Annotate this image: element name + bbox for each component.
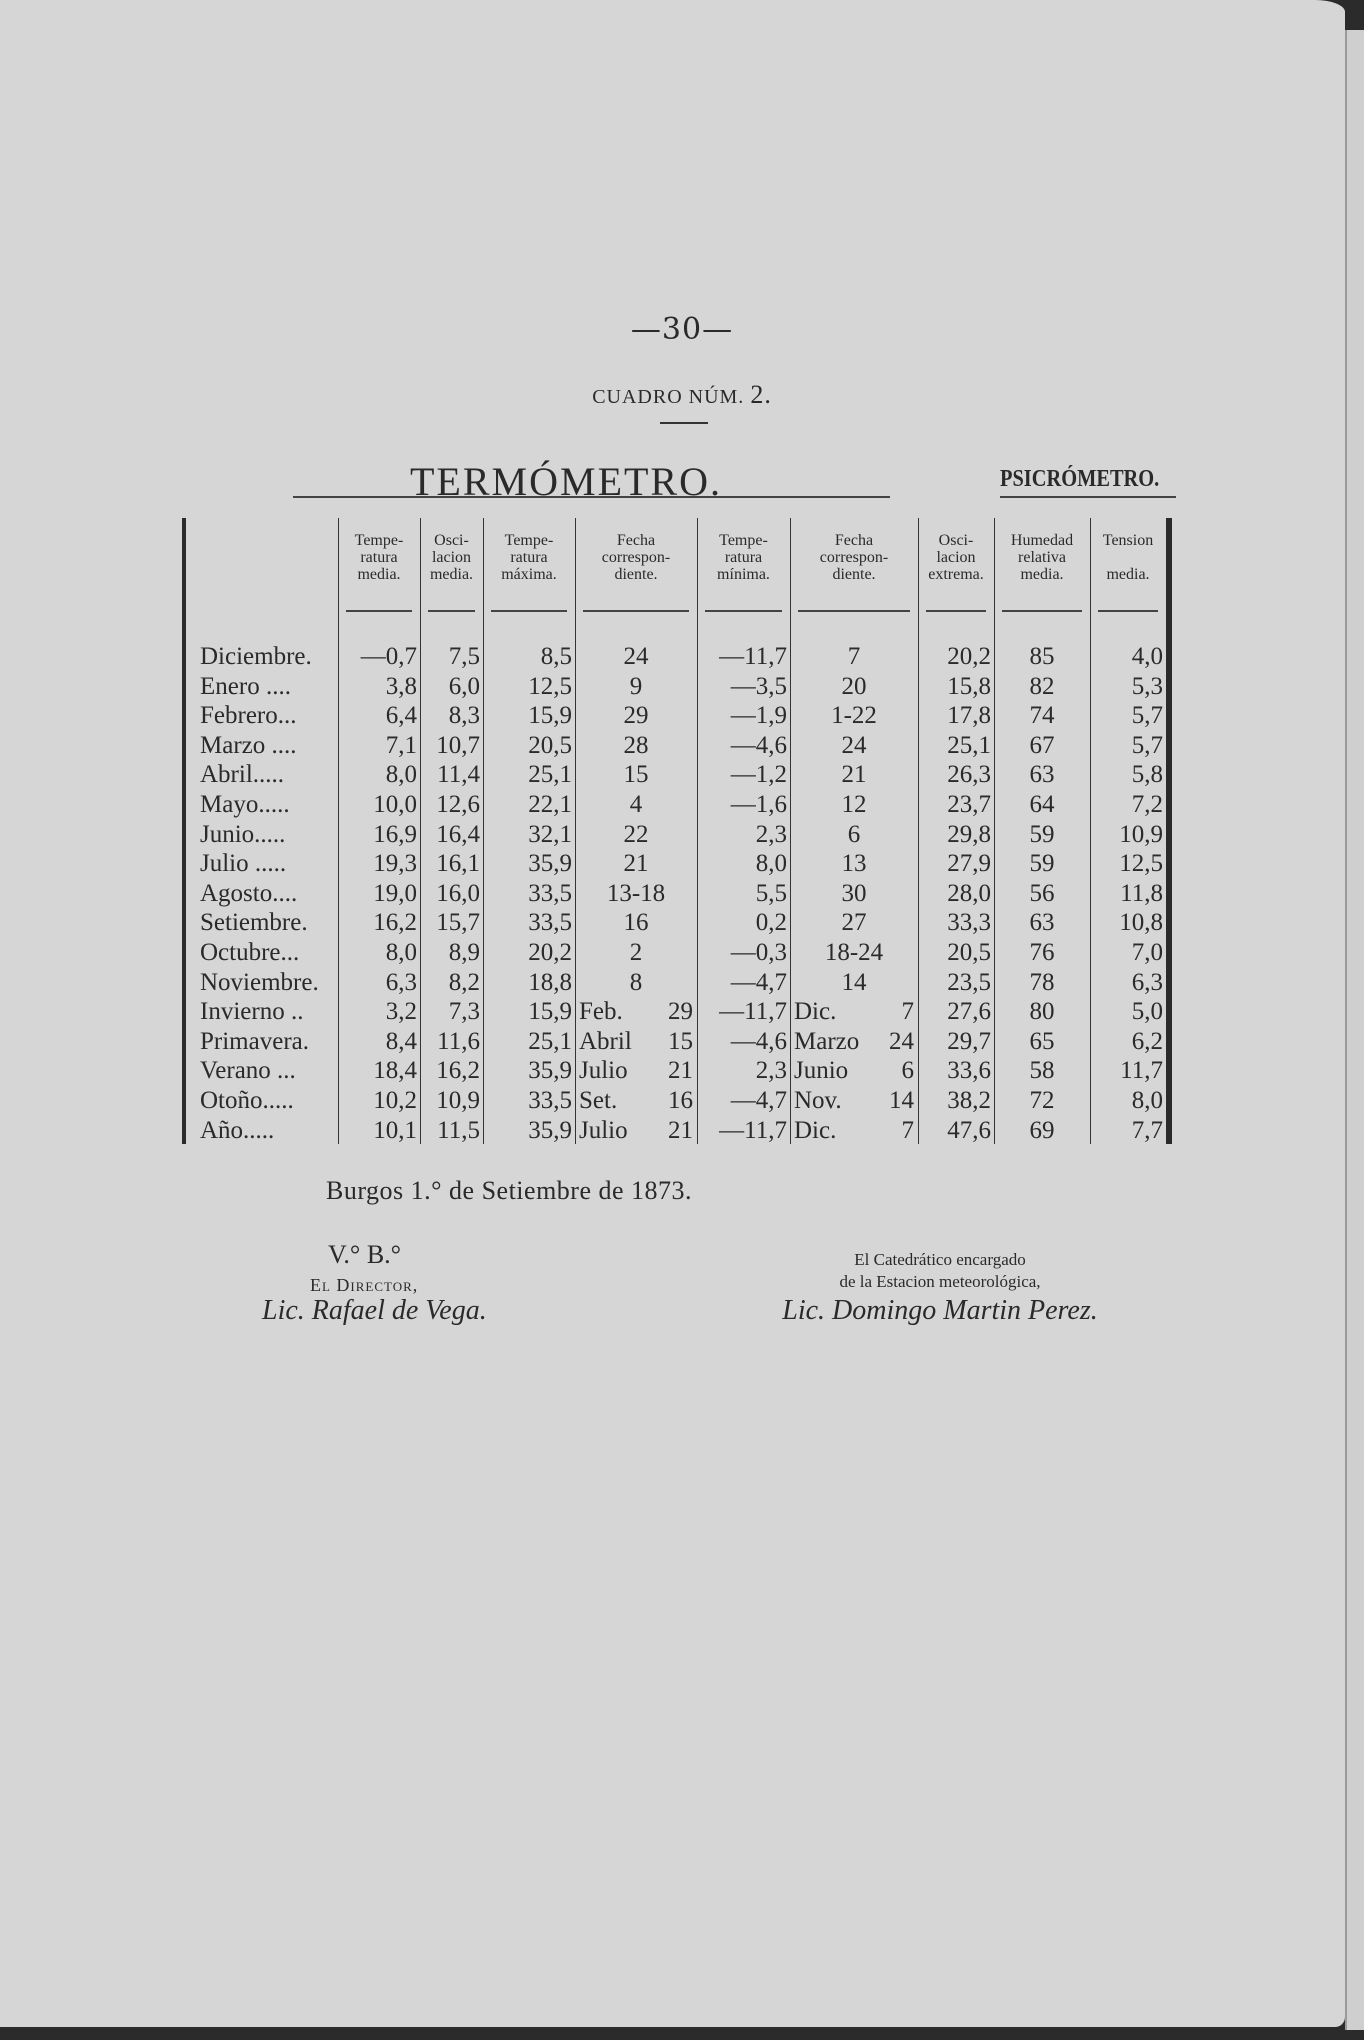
psicrometro-underline — [1000, 496, 1176, 498]
date-day: 7 — [847, 643, 861, 670]
cell-humedad: 80 — [1029, 998, 1055, 1026]
column-header-line: lacion — [431, 549, 472, 566]
column-header — [1092, 532, 1164, 583]
column-header-line: diente. — [832, 566, 876, 583]
cell-humedad: 63 — [1029, 761, 1055, 789]
cell-t-min: —3,5 — [730, 672, 787, 700]
cell-osc-media: 16,2 — [436, 1057, 480, 1085]
cell-tension: 5,0 — [1131, 998, 1163, 1026]
cell-osc-ext: 33,6 — [947, 1057, 991, 1085]
cell-t-media: 8,4 — [385, 1027, 417, 1055]
header-underline — [491, 610, 567, 612]
column-header-line: diente. — [614, 566, 658, 583]
cell-tension: 11,8 — [1120, 879, 1163, 907]
cell-t-max: 15,9 — [528, 702, 572, 730]
column-header-line: mínima. — [717, 566, 770, 583]
cell-tension: 7,7 — [1131, 1116, 1163, 1144]
cell-osc-ext: 25,1 — [947, 731, 991, 759]
row-label: Primavera. — [200, 1027, 309, 1055]
column-header-line: lacion — [936, 549, 976, 566]
cell-osc-media: 16,1 — [436, 850, 480, 878]
cell-osc-media: 11,6 — [437, 1027, 480, 1055]
cell-t-max: 35,9 — [528, 850, 572, 878]
header-underline — [1098, 610, 1158, 612]
column-header-line: ratura — [360, 549, 398, 566]
section-title-termometro: TERMÓMETRO. — [410, 459, 722, 504]
date-day: 2 — [629, 939, 643, 966]
date-day: 16 — [668, 1087, 693, 1114]
table-row — [182, 1056, 1172, 1085]
cell-osc-ext: 20,2 — [947, 643, 991, 670]
cell-t-min: —11,7 — [719, 1116, 787, 1144]
table-row — [182, 908, 1172, 937]
cell-t-min: 5,5 — [755, 879, 787, 907]
visto-bueno: V.° B.° — [328, 1240, 402, 1269]
date-day: 6 — [847, 820, 861, 848]
cell-osc-ext: 20,5 — [947, 939, 991, 966]
date-day: 16 — [623, 909, 649, 937]
cell-t-media: 10,0 — [373, 791, 417, 818]
row-label: Diciembre. — [200, 643, 312, 670]
cell-osc-media: 11,4 — [437, 761, 480, 789]
cell-t-max: 32,1 — [528, 820, 572, 848]
date-day: 7 — [901, 998, 914, 1026]
column-header — [920, 532, 992, 583]
cell-osc-media: 16,4 — [436, 820, 480, 848]
cell-t-media: 6,3 — [385, 968, 417, 996]
column-header-line: Tempe- — [719, 532, 768, 549]
column-header-line: media. — [357, 566, 401, 583]
cell-t-max: 35,9 — [528, 1116, 572, 1144]
cell-t-max: 20,5 — [528, 731, 572, 759]
date-month: Dic. — [794, 998, 837, 1026]
cell-osc-ext: 27,9 — [947, 850, 991, 878]
date-month: Dic. — [794, 1116, 837, 1144]
cell-humedad: 63 — [1029, 909, 1055, 937]
cell-t-max: 18,8 — [528, 968, 572, 996]
table-row — [182, 642, 1172, 671]
row-label: Noviembre. — [200, 968, 319, 996]
column-header-line: media. — [1020, 566, 1064, 583]
cuadro-number: 2. — [750, 380, 772, 409]
row-label: Invierno .. — [200, 998, 304, 1026]
header-underline — [705, 610, 782, 612]
date-day: 29 — [623, 702, 649, 730]
cell-t-min: —1,2 — [730, 761, 787, 789]
cell-humedad: 72 — [1029, 1087, 1055, 1114]
table-row — [182, 701, 1172, 730]
column-header — [340, 532, 418, 583]
cuadro-prefix: CUADRO NÚM. — [592, 386, 745, 408]
cell-t-min: —11,7 — [719, 643, 787, 670]
cell-osc-media: 15,7 — [436, 909, 480, 937]
cell-t-max: 33,5 — [528, 909, 572, 937]
cell-humedad: 59 — [1029, 850, 1055, 878]
date-day: 24 — [623, 643, 649, 670]
cell-t-media: 8,0 — [385, 761, 417, 789]
column-header-line: extrema. — [928, 566, 984, 583]
cell-osc-ext: 28,0 — [947, 879, 991, 907]
climate-table — [182, 518, 1172, 1144]
cell-osc-media: 10,9 — [436, 1087, 480, 1114]
cell-t-max: 12,5 — [528, 672, 572, 700]
date-month: Julio — [579, 1057, 628, 1085]
cell-osc-media: 10,7 — [436, 731, 480, 759]
cell-osc-media: 16,0 — [436, 879, 480, 907]
cell-osc-media: 8,2 — [448, 968, 480, 996]
cell-humedad: 74 — [1029, 702, 1055, 730]
cell-osc-ext: 17,8 — [947, 702, 991, 730]
column-header-line — [1092, 549, 1164, 566]
catedratico-title-line1: El Catedrático encargado — [854, 1250, 1026, 1269]
cell-tension: 6,3 — [1131, 968, 1163, 996]
cell-t-min: —4,7 — [730, 968, 787, 996]
column-header-line: Tempe- — [504, 532, 554, 549]
cell-humedad: 85 — [1029, 643, 1055, 670]
column-header-line: Osci- — [938, 532, 974, 549]
column-header-line: correspon- — [601, 549, 671, 566]
date-day: 15 — [668, 1027, 693, 1055]
column-header-line: ratura — [724, 549, 763, 566]
cell-t-max: 8,5 — [540, 643, 572, 670]
cell-osc-ext: 26,3 — [947, 761, 991, 789]
cell-osc-ext: 29,7 — [947, 1027, 991, 1055]
cell-t-media: —0,7 — [360, 643, 417, 670]
cell-t-media: 7,1 — [385, 731, 417, 759]
cell-t-max: 35,9 — [528, 1057, 572, 1085]
column-header-line: ratura — [510, 549, 548, 566]
cell-osc-ext: 15,8 — [947, 672, 991, 700]
date-day: 13 — [841, 850, 867, 878]
cell-t-media: 19,0 — [373, 879, 417, 907]
date-day: 12 — [841, 791, 867, 818]
row-label: Año..... — [200, 1116, 275, 1144]
cell-osc-media: 8,3 — [448, 702, 480, 730]
table-row — [182, 968, 1172, 997]
column-header — [422, 532, 481, 583]
table-row — [182, 879, 1172, 908]
cell-humedad: 59 — [1029, 820, 1055, 848]
date-day: 4 — [629, 791, 643, 818]
cell-humedad: 76 — [1029, 939, 1055, 966]
column-header-line: media. — [1106, 566, 1150, 583]
table-row — [182, 731, 1172, 760]
cell-osc-media: 8,9 — [448, 939, 480, 966]
cell-humedad: 64 — [1029, 791, 1055, 818]
director-title: El Director, — [310, 1275, 419, 1295]
cell-humedad: 78 — [1029, 968, 1055, 996]
date-month: Feb. — [579, 998, 623, 1026]
cell-t-max: 25,1 — [528, 761, 572, 789]
cell-osc-media: 7,3 — [448, 998, 480, 1026]
column-header — [485, 532, 573, 583]
date-day: 21 — [668, 1116, 693, 1144]
page-number: —30— — [630, 312, 734, 347]
cell-t-min: —4,6 — [730, 731, 787, 759]
cell-tension: 5,7 — [1131, 731, 1163, 759]
column-header-line: máxima. — [501, 566, 557, 583]
cell-t-max: 20,2 — [528, 939, 572, 966]
table-row — [182, 790, 1172, 819]
cell-humedad: 65 — [1029, 1027, 1055, 1055]
cell-osc-media: 6,0 — [448, 672, 480, 700]
cell-t-media: 10,1 — [373, 1116, 417, 1144]
cell-t-max: 33,5 — [528, 879, 572, 907]
date-day: 1-22 — [831, 702, 877, 730]
date-day: 8 — [629, 968, 643, 996]
date-day: 22 — [623, 820, 649, 848]
date-month: Set. — [579, 1087, 618, 1114]
date-day: 20 — [841, 672, 867, 700]
cell-t-min: —11,7 — [719, 998, 787, 1026]
cell-tension: 8,0 — [1131, 1087, 1163, 1114]
header-underline — [1002, 610, 1082, 612]
column-header-line: Tension — [1102, 532, 1154, 549]
table-row — [182, 938, 1172, 967]
cell-osc-media: 11,5 — [437, 1116, 480, 1144]
column-header-line: relativa — [1018, 549, 1066, 566]
table-row — [182, 1116, 1172, 1145]
date-day: 15 — [623, 761, 649, 789]
table-row — [182, 1027, 1172, 1056]
column-header — [577, 532, 695, 583]
column-header — [792, 532, 916, 583]
date-day: 6 — [901, 1057, 914, 1085]
column-header-line: media. — [429, 566, 474, 583]
cell-osc-ext: 38,2 — [947, 1087, 991, 1114]
column-header-line: Humedad — [1010, 532, 1074, 549]
cell-tension: 12,5 — [1119, 850, 1163, 878]
catedratico-title-line2: de la Estacion meteorológica, — [839, 1272, 1041, 1291]
cell-osc-ext: 23,7 — [947, 791, 991, 818]
cell-osc-ext: 27,6 — [947, 998, 991, 1026]
cell-humedad: 69 — [1029, 1116, 1055, 1144]
cell-tension: 11,7 — [1120, 1057, 1163, 1085]
cell-t-media: 16,9 — [373, 820, 417, 848]
cell-t-media: 19,3 — [373, 850, 417, 878]
row-label: Enero .... — [200, 672, 291, 700]
table-row — [182, 849, 1172, 878]
row-label: Octubre... — [200, 939, 300, 966]
cell-t-min: —1,9 — [730, 702, 787, 730]
cell-t-min: —1,6 — [730, 791, 787, 818]
date-day: 14 — [889, 1087, 914, 1114]
cell-osc-ext: 47,6 — [947, 1116, 991, 1144]
cell-tension: 7,2 — [1131, 791, 1163, 818]
cell-osc-ext: 29,8 — [947, 820, 991, 848]
column-header-line: correspon- — [819, 549, 889, 566]
cell-tension: 6,2 — [1131, 1027, 1163, 1055]
column-header-line: Fecha — [616, 532, 656, 549]
cell-t-max: 15,9 — [528, 998, 572, 1026]
date-month: Nov. — [794, 1087, 842, 1114]
date-month: Marzo — [794, 1027, 860, 1055]
row-label: Verano ... — [200, 1057, 296, 1085]
cell-t-media: 18,4 — [373, 1057, 417, 1085]
date-day: 7 — [901, 1116, 914, 1144]
column-header — [699, 532, 788, 583]
cell-tension: 10,9 — [1119, 820, 1163, 848]
date-month: Julio — [579, 1116, 628, 1144]
header-underline — [346, 610, 412, 612]
date-day: 21 — [623, 850, 649, 878]
cell-osc-media: 7,5 — [448, 643, 480, 670]
cell-t-min: —0,3 — [730, 939, 787, 966]
date-day: 30 — [841, 879, 867, 907]
row-label: Julio ..... — [200, 850, 287, 878]
cell-tension: 4,0 — [1131, 643, 1163, 670]
header-underline — [583, 610, 689, 612]
row-label: Otoño..... — [200, 1087, 294, 1114]
date-day: 28 — [623, 731, 649, 759]
table-row — [182, 997, 1172, 1026]
section-title-psicrometro: PSICRÓMETRO. — [1000, 466, 1160, 492]
date-day: 14 — [841, 968, 867, 996]
date-day: 24 — [841, 731, 867, 759]
date-month: Abril — [579, 1027, 632, 1055]
date-day: 21 — [841, 761, 867, 789]
cell-t-media: 10,2 — [373, 1087, 417, 1114]
row-label: Febrero... — [200, 702, 297, 730]
cell-t-max: 33,5 — [528, 1087, 572, 1114]
row-label: Abril..... — [200, 761, 285, 789]
cell-humedad: 67 — [1029, 731, 1055, 759]
date-day: 29 — [668, 998, 693, 1026]
cell-tension: 5,7 — [1131, 702, 1163, 730]
cell-t-media: 3,8 — [385, 672, 417, 700]
column-header-line: Fecha — [834, 532, 874, 549]
row-label: Junio..... — [200, 820, 286, 848]
cell-t-max: 25,1 — [528, 1027, 572, 1055]
table-row — [182, 760, 1172, 789]
header-underline — [428, 610, 475, 612]
cell-osc-media: 12,6 — [436, 791, 480, 818]
cell-osc-ext: 23,5 — [947, 968, 991, 996]
date-day: 24 — [889, 1027, 914, 1055]
date-day: 13-18 — [606, 879, 666, 907]
cell-t-media: 8,0 — [385, 939, 417, 966]
date-day: 21 — [668, 1057, 693, 1085]
header-underline — [798, 610, 910, 612]
column-header-line: Osci- — [434, 532, 469, 549]
column-header-line: Tempe- — [354, 532, 404, 549]
header-underline — [926, 610, 986, 612]
cell-t-max: 22,1 — [528, 791, 572, 818]
date-month: Junio — [794, 1057, 849, 1085]
catedratico-signature: Lic. Domingo Martin Perez. — [782, 1295, 1098, 1326]
table-row — [182, 820, 1172, 849]
table-row — [182, 672, 1172, 701]
cell-tension: 7,0 — [1131, 939, 1163, 966]
cell-humedad: 82 — [1029, 672, 1055, 700]
table-caption — [0, 380, 1364, 410]
director-signature: Lic. Rafael de Vega. — [262, 1295, 487, 1326]
date-day: 27 — [841, 909, 867, 937]
table-row — [182, 1086, 1172, 1115]
cell-humedad: 58 — [1029, 1057, 1055, 1085]
cell-t-media: 3,2 — [385, 998, 417, 1026]
row-label: Setiembre. — [200, 909, 308, 937]
cell-osc-ext: 33,3 — [947, 909, 991, 937]
cell-t-media: 16,2 — [373, 909, 417, 937]
place-date: Burgos 1.° de Setiembre de 1873. — [326, 1176, 693, 1205]
cell-t-min: 8,0 — [755, 850, 787, 878]
cell-t-min: 2,3 — [755, 1057, 787, 1085]
cell-t-min: 2,3 — [755, 820, 787, 848]
cell-tension: 10,8 — [1119, 909, 1163, 937]
row-label: Mayo..... — [200, 791, 290, 818]
termometro-underline — [293, 496, 890, 498]
date-day: 18-24 — [824, 939, 884, 966]
cell-tension: 5,8 — [1131, 761, 1163, 789]
cell-tension: 5,3 — [1131, 672, 1163, 700]
cell-t-min: 0,2 — [755, 909, 787, 937]
row-label: Agosto.... — [200, 879, 298, 907]
date-day: 9 — [629, 672, 643, 700]
column-header — [996, 532, 1088, 583]
cell-t-media: 6,4 — [385, 702, 417, 730]
cell-humedad: 56 — [1029, 879, 1055, 907]
cell-t-min: —4,6 — [730, 1027, 787, 1055]
cell-t-min: —4,7 — [730, 1087, 787, 1114]
divider-short — [660, 422, 708, 424]
row-label: Marzo .... — [200, 731, 297, 759]
